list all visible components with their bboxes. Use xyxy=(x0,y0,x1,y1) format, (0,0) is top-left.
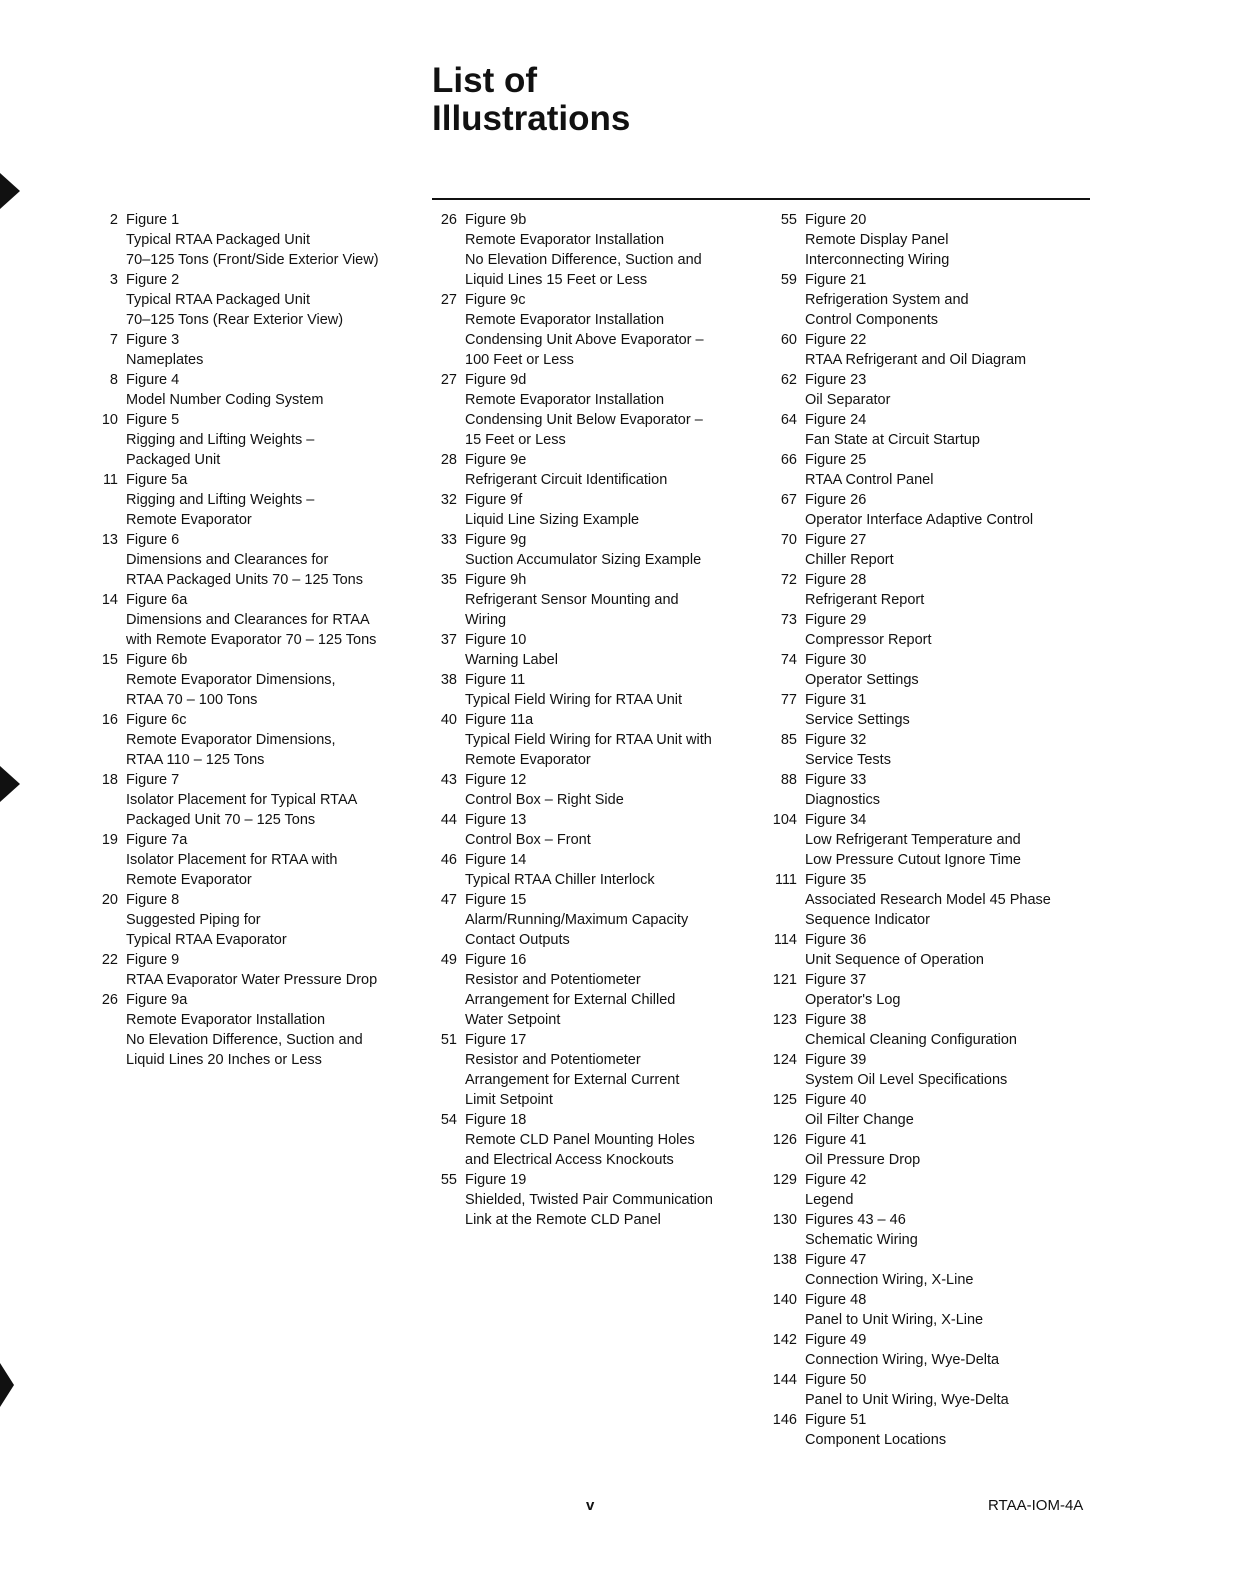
illustration-entry xyxy=(765,270,1105,330)
entry-page-number: 60 xyxy=(780,332,797,348)
illustration-entry xyxy=(765,530,1105,570)
entry-page-number: 33 xyxy=(440,532,457,548)
entry-page-number: 85 xyxy=(780,732,797,748)
entry-page-number: 51 xyxy=(440,1032,457,1048)
entry-figure-number: Figure 9 xyxy=(126,952,180,968)
entry-page-number: 77 xyxy=(780,692,797,708)
illustration-entry xyxy=(86,650,426,710)
entry-caption-line: Remote Display Panel xyxy=(805,232,949,248)
illustration-entry xyxy=(765,1050,1105,1090)
entry-caption-line: Remote Evaporator Dimensions, xyxy=(126,672,336,688)
entry-caption-line: Operator Settings xyxy=(805,672,919,688)
entry-caption-line: Shielded, Twisted Pair Communication xyxy=(465,1192,713,1208)
illustration-entry xyxy=(765,570,1105,610)
entry-page-number: 74 xyxy=(780,652,797,668)
entry-caption-line: Model Number Coding System xyxy=(126,392,324,408)
entry-page-number: 28 xyxy=(440,452,457,468)
entry-figure-number: Figure 32 xyxy=(805,732,867,748)
illustrations-column-1 xyxy=(86,210,426,1070)
entry-figure-number: Figure 42 xyxy=(805,1172,867,1188)
entry-caption-line: Chemical Cleaning Configuration xyxy=(805,1032,1017,1048)
entry-page-number: 26 xyxy=(101,992,118,1008)
entry-page-number: 49 xyxy=(440,952,457,968)
entry-caption-line: Fan State at Circuit Startup xyxy=(805,432,980,448)
entry-figure-number: Figure 29 xyxy=(805,612,867,628)
illustration-entry xyxy=(765,410,1105,450)
entry-caption-line: Liquid Lines 20 Inches or Less xyxy=(126,1052,322,1068)
entry-caption-line: Contact Outputs xyxy=(465,932,570,948)
entry-figure-number: Figure 12 xyxy=(465,772,527,788)
entry-caption-line: Unit Sequence of Operation xyxy=(805,952,984,968)
entry-figure-number: Figure 9d xyxy=(465,372,527,388)
entry-caption-line: Remote Evaporator xyxy=(126,872,252,888)
entry-figure-number: Figure 37 xyxy=(805,972,867,988)
entry-caption-line: Associated Research Model 45 Phase xyxy=(805,892,1051,908)
entry-figure-number: Figure 31 xyxy=(805,692,867,708)
entry-page-number: 62 xyxy=(780,372,797,388)
illustration-entry xyxy=(765,770,1105,810)
entry-caption-line: Service Settings xyxy=(805,712,910,728)
illustration-entry xyxy=(765,1370,1105,1410)
illustration-entry xyxy=(765,370,1105,410)
illustration-entry xyxy=(86,590,426,650)
entry-page-number: 126 xyxy=(772,1132,797,1148)
illustration-entry xyxy=(86,950,426,990)
entry-figure-number: Figure 9h xyxy=(465,572,527,588)
illustration-entry xyxy=(86,770,426,830)
entry-caption-line: 100 Feet or Less xyxy=(465,352,574,368)
entry-caption-line: RTAA Refrigerant and Oil Diagram xyxy=(805,352,1027,368)
entry-caption-line: Service Tests xyxy=(805,752,891,768)
illustration-entry xyxy=(765,870,1105,930)
entry-caption-line: Control Box – Right Side xyxy=(465,792,624,808)
illustration-entry xyxy=(425,1030,765,1110)
entry-caption-line: System Oil Level Specifications xyxy=(805,1072,1008,1088)
entry-page-number: 10 xyxy=(101,412,118,428)
illustration-entry xyxy=(765,1330,1105,1370)
illustration-entry xyxy=(425,490,765,530)
entry-caption-line: Arrangement for External Chilled xyxy=(465,992,676,1008)
entry-figure-number: Figure 5a xyxy=(126,472,188,488)
illustration-entry xyxy=(765,690,1105,730)
entry-figure-number: Figure 36 xyxy=(805,932,867,948)
entry-caption-line: Packaged Unit 70 – 125 Tons xyxy=(126,812,316,828)
entry-caption-line: Schematic Wiring xyxy=(805,1232,918,1248)
entry-caption-line: Limit Setpoint xyxy=(465,1092,553,1108)
entry-page-number: 111 xyxy=(774,872,797,888)
illustration-entry xyxy=(425,950,765,1030)
entry-figure-number: Figure 9a xyxy=(126,992,188,1008)
entry-page-number: 7 xyxy=(109,332,118,348)
entry-figure-number: Figure 25 xyxy=(805,452,867,468)
entry-caption-line: Remote Evaporator xyxy=(465,752,591,768)
entry-caption-line: Control Box – Front xyxy=(465,832,591,848)
entry-page-number: 27 xyxy=(440,372,457,388)
entry-page-number: 144 xyxy=(772,1372,797,1388)
entry-page-number: 142 xyxy=(772,1332,797,1348)
illustration-entry xyxy=(425,450,765,490)
entry-page-number: 26 xyxy=(440,212,457,228)
entry-caption-line: Dimensions and Clearances for xyxy=(126,552,329,568)
illustration-entry xyxy=(765,1130,1105,1170)
entry-caption-line: Suction Accumulator Sizing Example xyxy=(465,552,702,568)
entry-figure-number: Figure 50 xyxy=(805,1372,867,1388)
entry-figure-number: Figure 28 xyxy=(805,572,867,588)
entry-figure-number: Figure 11 xyxy=(465,672,526,688)
entry-page-number: 104 xyxy=(772,812,797,828)
entry-caption-line: Component Locations xyxy=(805,1432,947,1448)
entry-caption-line: Wiring xyxy=(465,612,507,628)
entry-page-number: 66 xyxy=(780,452,797,468)
entry-caption-line: 70–125 Tons (Rear Exterior View) xyxy=(126,312,344,328)
entry-caption-line: 15 Feet or Less xyxy=(465,432,566,448)
illustration-entry xyxy=(86,270,426,330)
entry-caption-line: Interconnecting Wiring xyxy=(805,252,950,268)
entry-figure-number: Figure 6b xyxy=(126,652,188,668)
entry-page-number: 55 xyxy=(780,212,797,228)
illustration-entry xyxy=(425,530,765,570)
entry-caption-line: Connection Wiring, X-Line xyxy=(805,1272,974,1288)
entry-figure-number: Figure 15 xyxy=(465,892,527,908)
entry-page-number: 124 xyxy=(772,1052,797,1068)
illustration-entry xyxy=(425,890,765,950)
entry-page-number: 129 xyxy=(772,1172,797,1188)
entry-caption-line: Low Pressure Cutout Ignore Time xyxy=(805,852,1021,868)
entry-page-number: 35 xyxy=(440,572,457,588)
entry-figure-number: Figure 24 xyxy=(805,412,867,428)
entry-page-number: 37 xyxy=(440,632,457,648)
entry-figure-number: Figure 5 xyxy=(126,412,180,428)
entry-caption-line: Warning Label xyxy=(465,652,558,668)
illustration-entry xyxy=(765,210,1105,270)
entry-figure-number: Figure 40 xyxy=(805,1092,867,1108)
illustration-entry xyxy=(765,490,1105,530)
entry-page-number: 32 xyxy=(440,492,457,508)
entry-caption-line: Typical RTAA Packaged Unit xyxy=(126,232,311,248)
entry-figure-number: Figure 13 xyxy=(465,812,527,828)
entry-caption-line: Control Components xyxy=(805,312,938,328)
illustration-entry xyxy=(425,810,765,850)
illustration-entry xyxy=(86,530,426,590)
entry-caption-line: Remote Evaporator xyxy=(126,512,252,528)
illustration-entry xyxy=(425,1110,765,1170)
entry-caption-line: Typical RTAA Packaged Unit xyxy=(126,292,311,308)
entry-caption-line: Liquid Line Sizing Example xyxy=(465,512,640,528)
illustration-entry xyxy=(425,770,765,810)
entry-page-number: 67 xyxy=(780,492,797,508)
entry-caption-line: Refrigeration System and xyxy=(805,292,969,308)
entry-page-number: 38 xyxy=(440,672,457,688)
entry-figure-number: Figure 7a xyxy=(126,832,188,848)
entry-page-number: 2 xyxy=(109,212,118,228)
entry-figure-number: Figure 22 xyxy=(805,332,867,348)
entry-figure-number: Figure 49 xyxy=(805,1332,867,1348)
entry-caption-line: RTAA Evaporator Water Pressure Drop xyxy=(126,972,378,988)
entry-caption-line: Panel to Unit Wiring, Wye-Delta xyxy=(805,1392,1009,1408)
entry-page-number: 73 xyxy=(780,612,797,628)
entry-caption-line: Typical Field Wiring for RTAA Unit xyxy=(465,692,683,708)
entry-page-number: 55 xyxy=(440,1172,457,1188)
entry-figure-number: Figure 35 xyxy=(805,872,867,888)
binding-hole-mark xyxy=(0,173,20,209)
entry-figure-number: Figure 19 xyxy=(465,1172,527,1188)
entry-page-number: 130 xyxy=(772,1212,797,1228)
entry-figure-number: Figure 34 xyxy=(805,812,867,828)
entry-page-number: 114 xyxy=(773,932,797,948)
entry-page-number: 20 xyxy=(101,892,118,908)
entry-caption-line: RTAA 70 – 100 Tons xyxy=(126,692,258,708)
illustration-entry xyxy=(425,1170,765,1230)
page-title-line-2: Illustrations xyxy=(432,99,631,138)
entry-page-number: 72 xyxy=(780,572,797,588)
entry-caption-line: Sequence Indicator xyxy=(805,912,930,928)
entry-figure-number: Figure 51 xyxy=(805,1412,867,1428)
entry-figure-number: Figure 6a xyxy=(126,592,188,608)
entry-caption-line: Water Setpoint xyxy=(465,1012,561,1028)
entry-caption-line: Typical RTAA Evaporator xyxy=(126,932,287,948)
entry-caption-line: with Remote Evaporator 70 – 125 Tons xyxy=(126,632,377,648)
illustration-entry xyxy=(425,850,765,890)
entry-caption-line: Operator's Log xyxy=(805,992,901,1008)
illustration-entry xyxy=(765,650,1105,690)
entry-caption-line: Typical Field Wiring for RTAA Unit with xyxy=(465,732,712,748)
entry-caption-line: Link at the Remote CLD Panel xyxy=(465,1212,661,1228)
entry-page-number: 121 xyxy=(772,972,797,988)
entry-figure-number: Figure 9f xyxy=(465,492,523,508)
entry-caption-line: Oil Pressure Drop xyxy=(805,1152,921,1168)
illustration-entry xyxy=(425,630,765,670)
entry-figure-number: Figure 23 xyxy=(805,372,867,388)
entry-caption-line: Remote Evaporator Installation xyxy=(465,232,665,248)
entry-caption-line: RTAA Control Panel xyxy=(805,472,934,488)
illustration-entry xyxy=(86,470,426,530)
entry-caption-line: No Elevation Difference, Suction and xyxy=(465,252,702,268)
entry-caption-line: Condensing Unit Above Evaporator – xyxy=(465,332,704,348)
entry-figure-number: Figure 26 xyxy=(805,492,867,508)
entry-caption-line: No Elevation Difference, Suction and xyxy=(126,1032,363,1048)
entry-page-number: 18 xyxy=(101,772,118,788)
entry-figure-number: Figure 11a xyxy=(465,712,534,728)
entry-figure-number: Figure 10 xyxy=(465,632,527,648)
entry-figure-number: Figure 9b xyxy=(465,212,527,228)
entry-figure-number: Figure 2 xyxy=(126,272,180,288)
illustration-entry xyxy=(86,410,426,470)
binding-hole-mark xyxy=(0,766,20,802)
entry-caption-line: Remote Evaporator Dimensions, xyxy=(126,732,336,748)
illustration-entry xyxy=(86,370,426,410)
entry-caption-line: RTAA 110 – 125 Tons xyxy=(126,752,265,768)
footer-document-code: RTAA-IOM-4A xyxy=(988,1497,1084,1514)
illustration-entry xyxy=(765,1210,1105,1250)
entry-figure-number: Figure 21 xyxy=(805,272,867,288)
entry-figure-number: Figure 3 xyxy=(126,332,180,348)
entry-page-number: 64 xyxy=(780,412,797,428)
entry-figure-number: Figure 41 xyxy=(805,1132,867,1148)
entry-caption-line: Isolator Placement for Typical RTAA xyxy=(126,792,358,808)
illustration-entry xyxy=(765,450,1105,490)
entry-caption-line: Typical RTAA Chiller Interlock xyxy=(465,872,655,888)
entry-page-number: 59 xyxy=(780,272,797,288)
illustration-entry xyxy=(86,330,426,370)
entry-page-number: 16 xyxy=(101,712,118,728)
entry-caption-line: Rigging and Lifting Weights – xyxy=(126,432,315,448)
entry-caption-line: Remote Evaporator Installation xyxy=(465,392,665,408)
entry-caption-line: Connection Wiring, Wye-Delta xyxy=(805,1352,1000,1368)
entry-figure-number: Figure 48 xyxy=(805,1292,867,1308)
entry-caption-line: Low Refrigerant Temperature and xyxy=(805,832,1021,848)
entry-caption-line: Panel to Unit Wiring, X-Line xyxy=(805,1312,984,1328)
entry-page-number: 3 xyxy=(109,272,118,288)
entry-caption-line: Remote Evaporator Installation xyxy=(126,1012,326,1028)
page-title-line-1: List of xyxy=(432,61,537,100)
entry-figure-number: Figure 9g xyxy=(465,532,527,548)
illustration-entry xyxy=(765,1170,1105,1210)
entry-page-number: 19 xyxy=(101,832,118,848)
entry-page-number: 47 xyxy=(440,892,457,908)
illustration-entry xyxy=(765,1090,1105,1130)
illustration-entry xyxy=(425,210,765,290)
entry-figure-number: Figure 30 xyxy=(805,652,867,668)
entry-page-number: 40 xyxy=(440,712,457,728)
entry-figure-number: Figure 7 xyxy=(126,772,180,788)
entry-caption-line: Chiller Report xyxy=(805,552,894,568)
entry-page-number: 43 xyxy=(440,772,457,788)
entry-figure-number: Figure 20 xyxy=(805,212,867,228)
entry-figure-number: Figure 6 xyxy=(126,532,180,548)
entry-figure-number: Figure 47 xyxy=(805,1252,867,1268)
illustration-entry xyxy=(425,290,765,370)
illustration-entry xyxy=(425,370,765,450)
entry-page-number: 54 xyxy=(440,1112,457,1128)
page-title xyxy=(432,62,630,138)
entry-caption-line: Liquid Lines 15 Feet or Less xyxy=(465,272,648,288)
entry-page-number: 14 xyxy=(101,592,118,608)
entry-page-number: 146 xyxy=(772,1412,797,1428)
entry-page-number: 70 xyxy=(780,532,797,548)
entry-page-number: 11 xyxy=(102,472,118,488)
entry-caption-line: Nameplates xyxy=(126,352,204,368)
entry-caption-line: Arrangement for External Current xyxy=(465,1072,680,1088)
entry-caption-line: Resistor and Potentiometer xyxy=(465,972,641,988)
entry-page-number: 138 xyxy=(772,1252,797,1268)
entry-figure-number: Figure 9e xyxy=(465,452,527,468)
entry-caption-line: Refrigerant Sensor Mounting and xyxy=(465,592,679,608)
illustration-entry xyxy=(765,970,1105,1010)
entry-caption-line: Operator Interface Adaptive Control xyxy=(805,512,1034,528)
entry-caption-line: Suggested Piping for xyxy=(126,912,261,928)
illustration-entry xyxy=(86,830,426,890)
entry-figure-number: Figure 8 xyxy=(126,892,180,908)
illustration-entry xyxy=(425,570,765,630)
entry-figure-number: Figure 1 xyxy=(126,212,180,228)
entry-figure-number: Figure 18 xyxy=(465,1112,527,1128)
footer-page-number: v xyxy=(586,1497,595,1514)
entry-page-number: 13 xyxy=(101,532,118,548)
illustrations-column-3 xyxy=(765,210,1105,1450)
entry-page-number: 15 xyxy=(101,652,118,668)
entry-caption-line: Remote Evaporator Installation xyxy=(465,312,665,328)
illustration-entry xyxy=(765,330,1105,370)
entry-caption-line: Rigging and Lifting Weights – xyxy=(126,492,315,508)
entry-page-number: 22 xyxy=(101,952,118,968)
entry-caption-line: Packaged Unit xyxy=(126,452,221,468)
entry-page-number: 88 xyxy=(780,772,797,788)
illustration-entry xyxy=(765,810,1105,870)
entry-page-number: 46 xyxy=(440,852,457,868)
entry-caption-line: 70–125 Tons (Front/Side Exterior View) xyxy=(126,252,379,268)
entry-caption-line: Remote CLD Panel Mounting Holes xyxy=(465,1132,695,1148)
entry-caption-line: RTAA Packaged Units 70 – 125 Tons xyxy=(126,572,363,588)
binding-hole-mark xyxy=(0,1363,14,1407)
entry-figure-number: Figure 38 xyxy=(805,1012,867,1028)
entry-caption-line: Condensing Unit Below Evaporator – xyxy=(465,412,703,428)
entry-caption-line: Alarm/Running/Maximum Capacity xyxy=(465,912,689,928)
illustration-entry xyxy=(765,610,1105,650)
illustration-entry xyxy=(86,710,426,770)
entry-caption-line: Refrigerant Circuit Identification xyxy=(465,472,668,488)
entry-figure-number: Figure 33 xyxy=(805,772,867,788)
entry-figure-number: Figure 9c xyxy=(465,292,526,308)
entry-caption-line: Isolator Placement for RTAA with xyxy=(126,852,338,868)
entry-page-number: 27 xyxy=(440,292,457,308)
entry-page-number: 140 xyxy=(772,1292,797,1308)
illustration-entry xyxy=(86,990,426,1070)
illustration-entry xyxy=(425,670,765,710)
illustration-entry xyxy=(765,1290,1105,1330)
entry-caption-line: Dimensions and Clearances for RTAA xyxy=(126,612,370,628)
entry-figure-number: Figure 6c xyxy=(126,712,187,728)
entry-figure-number: Figure 17 xyxy=(465,1032,527,1048)
entry-page-number: 44 xyxy=(440,812,457,828)
entry-caption-line: Compressor Report xyxy=(805,632,932,648)
illustration-entry xyxy=(86,210,426,270)
entry-figure-number: Figure 16 xyxy=(465,952,527,968)
entry-caption-line: Oil Filter Change xyxy=(805,1112,914,1128)
illustration-entry xyxy=(765,1410,1105,1450)
entry-caption-line: and Electrical Access Knockouts xyxy=(465,1152,674,1168)
illustration-entry xyxy=(425,710,765,770)
entry-caption-line: Oil Separator xyxy=(805,392,891,408)
illustration-entry xyxy=(765,1010,1105,1050)
entry-figure-number: Figures 43 – 46 xyxy=(805,1212,906,1228)
entry-figure-number: Figure 39 xyxy=(805,1052,867,1068)
entry-caption-line: Refrigerant Report xyxy=(805,592,925,608)
entry-caption-line: Diagnostics xyxy=(805,792,880,808)
title-rule xyxy=(432,198,1090,200)
illustrations-column-2 xyxy=(425,210,765,1230)
entry-page-number: 125 xyxy=(772,1092,797,1108)
illustration-entry xyxy=(765,1250,1105,1290)
entry-page-number: 8 xyxy=(109,372,118,388)
entry-page-number: 123 xyxy=(772,1012,797,1028)
entry-figure-number: Figure 27 xyxy=(805,532,867,548)
entry-figure-number: Figure 14 xyxy=(465,852,527,868)
illustration-entry xyxy=(86,890,426,950)
entry-caption-line: Resistor and Potentiometer xyxy=(465,1052,641,1068)
entry-figure-number: Figure 4 xyxy=(126,372,180,388)
illustration-entry xyxy=(765,930,1105,970)
illustration-entry xyxy=(765,730,1105,770)
entry-caption-line: Legend xyxy=(805,1192,854,1208)
